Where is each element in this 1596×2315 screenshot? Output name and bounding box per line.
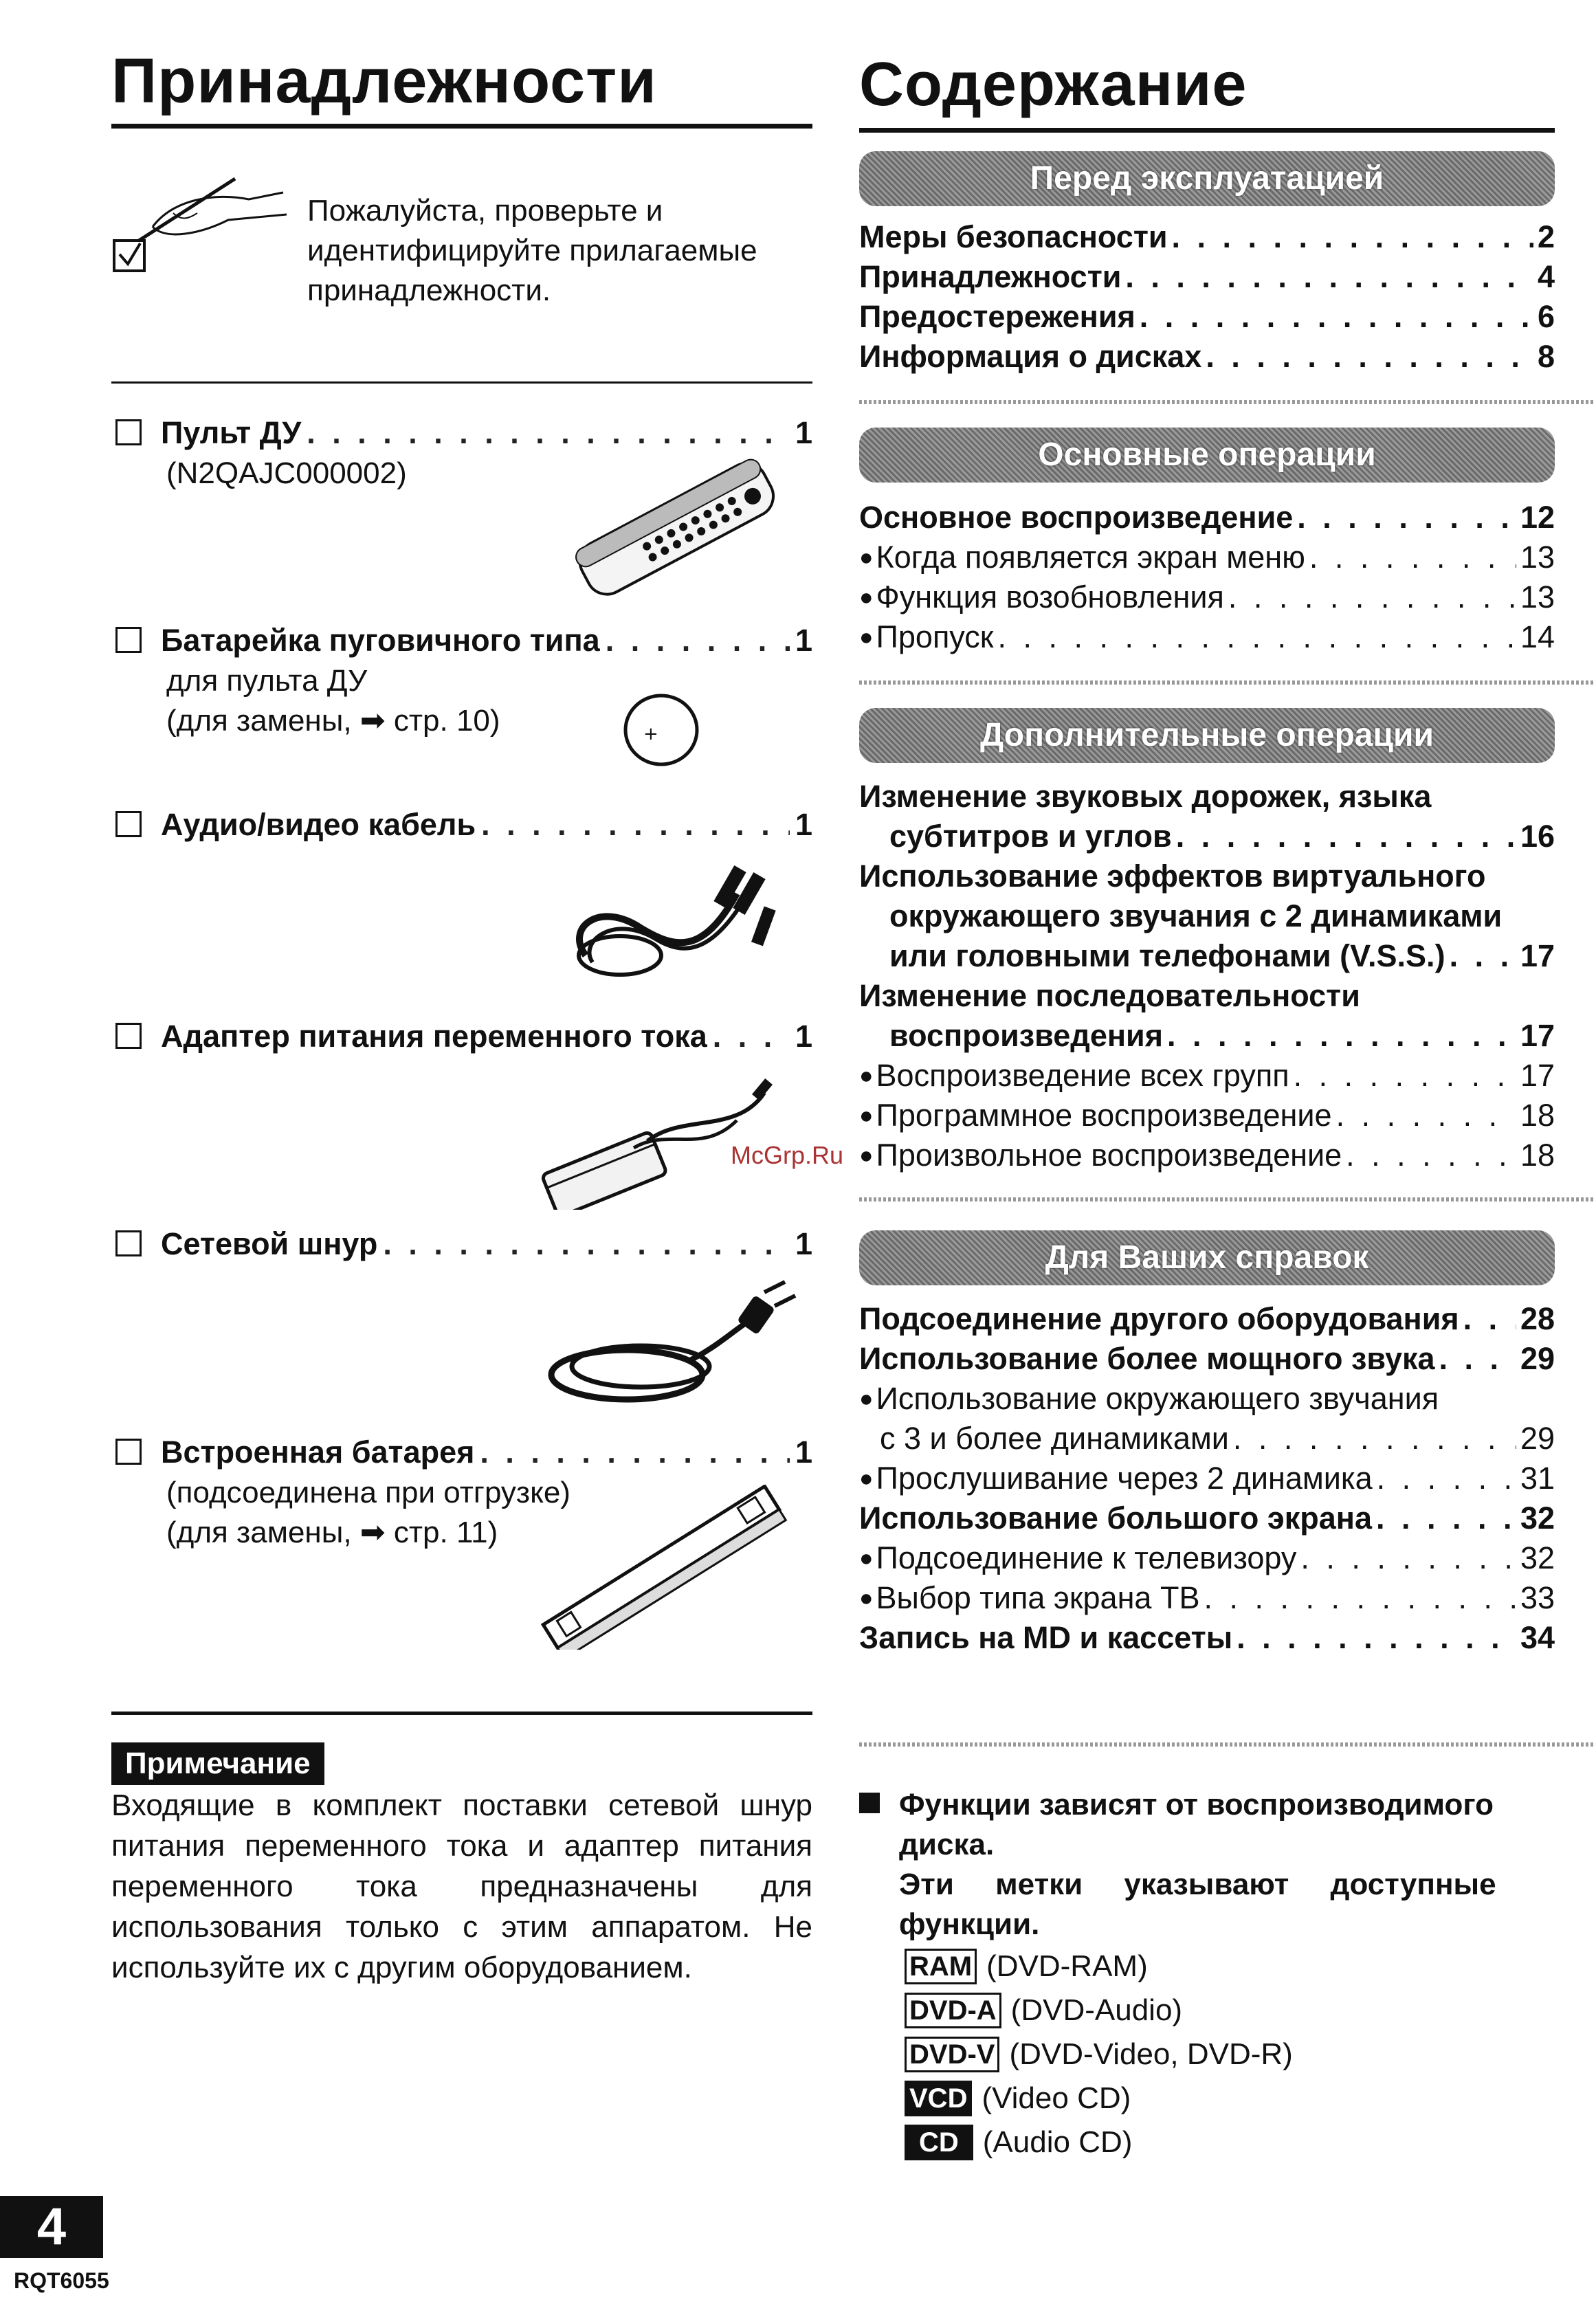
accessory-name: Аудио/видео кабель xyxy=(161,807,476,842)
accessory-detail: (для замены, ➡ стр. 11) xyxy=(166,1516,498,1549)
accessory-item xyxy=(111,620,812,741)
toc-entry[interactable]: ● Выбор типа экрана ТВ . . . 33 xyxy=(859,1578,1555,1618)
hand-pencil-check-icon xyxy=(111,172,290,282)
checkbox[interactable] xyxy=(115,419,142,445)
toc-entry[interactable]: ● Когда появляется экран меню . . . 13 xyxy=(859,538,1555,577)
disc-mark-desc: (DVD-RAM) xyxy=(986,1949,1148,1983)
functions-heading: функции. xyxy=(899,1907,1040,1941)
toc-section xyxy=(859,777,1555,1175)
av-cable-icon xyxy=(558,852,778,990)
accessory-item xyxy=(111,804,812,845)
toc-entry[interactable]: воспроизведения . . . 17 xyxy=(859,1016,1555,1056)
disc-mark-row xyxy=(905,2032,1555,2076)
toc-entry[interactable]: или головными телефонами (V.S.S.) . . . 17 xyxy=(859,936,1555,976)
accessory-name: Батарейка пуговичного типа xyxy=(161,623,600,658)
toc-entry[interactable]: Подсоединение другого оборудования . . . 28 xyxy=(859,1299,1555,1339)
checkbox[interactable] xyxy=(115,627,142,653)
checkbox[interactable] xyxy=(115,1023,142,1049)
disc-mark-desc: (Video CD) xyxy=(982,2081,1131,2115)
page-title: Принадлежности xyxy=(111,46,657,116)
accessory-qty: 1 xyxy=(795,415,812,450)
toc-entry[interactable]: ● Воспроизведение всех групп . . . 17 xyxy=(859,1056,1555,1096)
remote-control-icon xyxy=(558,454,792,598)
toc-entry[interactable]: субтитров и углов . . . 16 xyxy=(859,817,1555,856)
title-rule xyxy=(111,124,812,129)
accessory-name: Сетевой шнур xyxy=(161,1226,378,1261)
accessory-detail: для пульта ДУ xyxy=(166,664,368,698)
accessory-qty: 1 xyxy=(795,623,812,658)
accessory-name: Адаптер питания переменного тока xyxy=(161,1019,707,1054)
accessory-qty: 1 xyxy=(795,807,812,842)
intro-text: Пожалуйста, проверьте и идентифицируйте прилагаемые принадлежности. xyxy=(307,194,757,307)
title-rule xyxy=(859,128,1555,133)
disc-mark-row xyxy=(905,1989,1555,2032)
accessory-qty: 1 xyxy=(795,1019,812,1054)
watermark: McGrp.Ru xyxy=(731,1141,844,1169)
toc-entry[interactable]: Использование большого экрана . . . 32 xyxy=(859,1498,1555,1538)
section-divider xyxy=(859,1197,1595,1201)
accessory-detail: (для замены, ➡ стр. 10) xyxy=(166,704,500,738)
toc-entry-line[interactable]: Изменение последовательности xyxy=(859,978,1360,1013)
accessory-qty: 1 xyxy=(795,1226,812,1261)
functions-heading: диска. xyxy=(899,1828,995,1861)
toc-section xyxy=(859,1299,1555,1658)
toc-entry-line[interactable]: Использование эффектов виртуального xyxy=(859,859,1486,894)
accessory-detail: (N2QAJC000002) xyxy=(166,456,407,490)
disc-mark-row xyxy=(905,1945,1555,1989)
disc-mark-desc: (DVD-Video, DVD-R) xyxy=(1009,2037,1293,2071)
disc-mark-cd: CD xyxy=(905,2125,973,2160)
button-battery-icon xyxy=(620,687,702,770)
checkbox[interactable] xyxy=(115,1439,142,1465)
document-code: RQT6055 xyxy=(14,2268,109,2293)
toc-entry-line[interactable]: окружающего звучания с 2 динамиками xyxy=(889,898,1503,933)
contents-title: Содержание xyxy=(859,50,1248,119)
toc-entry[interactable]: ● Прослушивание через 2 динамика . . . 31 xyxy=(859,1459,1555,1498)
functions-heading: Эти метки указывают доступные xyxy=(899,1868,1496,1901)
toc-entry[interactable]: Предостережения . . . 6 xyxy=(859,297,1555,337)
disc-mark-ram: RAM xyxy=(905,1949,977,1984)
disc-mark-dvd-v: DVD-V xyxy=(905,2037,999,2072)
toc-entry[interactable]: ● Подсоединение к телевизору . . . 32 xyxy=(859,1538,1555,1578)
accessory-detail: (подсоединена при отгрузке) xyxy=(166,1476,570,1509)
toc-entry[interactable]: Основное воспроизведение . . . 12 xyxy=(859,498,1555,538)
toc-entry[interactable]: Меры безопасности . . . 2 xyxy=(859,217,1555,257)
accessory-item xyxy=(111,1223,812,1265)
built-in-battery-icon xyxy=(524,1485,799,1650)
power-cord-icon xyxy=(537,1278,799,1416)
checkbox[interactable] xyxy=(115,1230,142,1256)
disc-mark-desc: (Audio CD) xyxy=(982,2125,1133,2159)
toc-entry[interactable]: ● Произвольное воспроизведение . . . 18 xyxy=(859,1136,1555,1175)
functions-block xyxy=(859,1785,1555,2164)
section-divider xyxy=(859,1742,1595,1747)
accessory-item xyxy=(111,1016,812,1057)
toc-section xyxy=(859,217,1555,377)
toc-entry-line[interactable]: ● Использование окружающего звучания xyxy=(859,1379,1555,1419)
square-bullet-icon xyxy=(859,1793,880,1813)
note-text: Входящие в комплект поставки сетевой шнур питания переменного тока и адаптер питания переменного тока предназначены для использования только с этим аппаратом. Не используйте их с другим оборудованием. xyxy=(111,1788,812,1984)
accessory-name: Пульт ДУ xyxy=(161,415,302,450)
functions-heading: Функции зависят от воспроизводимого xyxy=(899,1788,1494,1821)
disc-mark-dvd-a: DVD-A xyxy=(905,1993,1001,2028)
disc-mark-row xyxy=(905,2120,1555,2164)
toc-entry[interactable]: с 3 и более динамиками . . . 29 xyxy=(859,1419,1555,1459)
toc-entry[interactable]: Запись на MD и кассеты . . . 34 xyxy=(859,1618,1555,1658)
toc-section xyxy=(859,498,1555,657)
toc-entry[interactable]: ● Программное воспроизведение . . . 18 xyxy=(859,1096,1555,1136)
note-label: Примечание xyxy=(111,1742,324,1785)
svg-text:+: + xyxy=(643,724,658,744)
toc-entry[interactable]: ● Функция возобновления . . . 13 xyxy=(859,577,1555,617)
accessory-name: Встроенная батарея xyxy=(161,1435,475,1470)
section-band: Перед эксплуатацией xyxy=(859,151,1555,206)
page-number: 4 xyxy=(0,2196,103,2258)
toc-entry[interactable]: Принадлежности . . . 4 xyxy=(859,257,1555,297)
toc-entry[interactable]: Информация о дисках . . . 8 xyxy=(859,337,1555,377)
section-divider xyxy=(859,400,1595,404)
toc-entry[interactable]: Использование более мощного звука . . . 29 xyxy=(859,1339,1555,1379)
note-rule xyxy=(111,1712,812,1715)
divider xyxy=(111,381,812,384)
section-divider xyxy=(859,680,1595,685)
section-band: Основные операции xyxy=(859,428,1555,483)
section-band: Для Ваших справок xyxy=(859,1230,1555,1285)
accessory-qty: 1 xyxy=(795,1435,812,1470)
disc-mark-desc: (DVD-Audio) xyxy=(1010,1993,1183,2027)
toc-entry[interactable]: ● Пропуск . . . 14 xyxy=(859,617,1555,657)
disc-mark-row xyxy=(905,2076,1555,2120)
checkbox[interactable] xyxy=(115,811,142,837)
disc-mark-vcd: VCD xyxy=(905,2081,972,2116)
section-band: Дополнительные операции xyxy=(859,708,1555,763)
toc-entry-line[interactable]: Изменение звуковых дорожек, языка xyxy=(859,779,1432,814)
